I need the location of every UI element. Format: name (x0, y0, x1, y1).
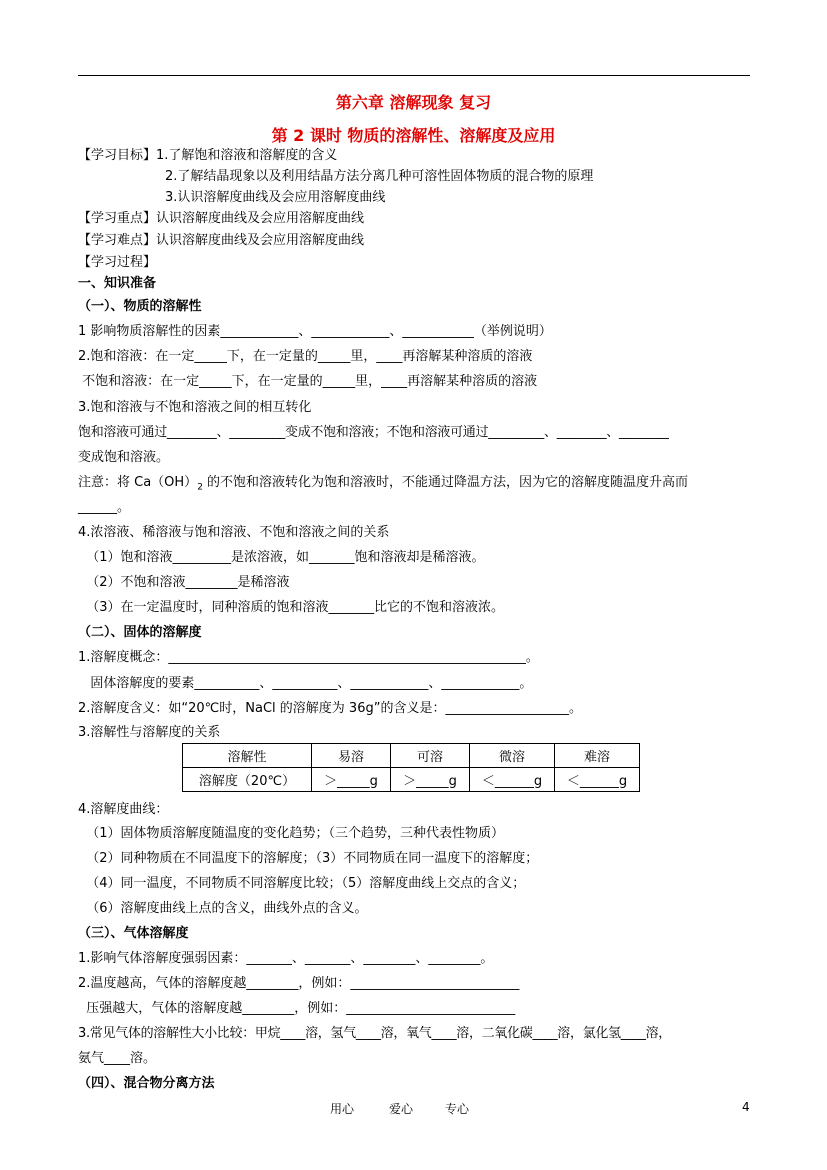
note-text: 的不饱和溶液转化为饱和溶液时，不能通过降温方法，因为它的溶解度随温度升高而 (202, 475, 689, 490)
note-line: ______。 (78, 500, 131, 515)
question-line: 不饱和溶液：在一定_____下，在一定量的_____里，____再溶解某种溶质的溶液 (78, 374, 538, 389)
solubility-table (182, 743, 640, 792)
footer-text: 专心 (445, 1102, 470, 1116)
subsection-heading: （一）、物质的溶解性 (78, 299, 202, 314)
question-line: 2.溶解度含义：如“20℃时，NaCl 的溶解度为 36g”的含义是：___________________。 (78, 701, 582, 716)
question-line: 4.溶解度曲线： (78, 802, 169, 817)
question-line: 氨气____溶。 (78, 1051, 157, 1066)
subsection-heading: （四）、混合物分离方法 (78, 1076, 215, 1091)
section-heading: 一、知识准备 (78, 276, 157, 291)
header-rule (78, 75, 750, 76)
question-line: （6）溶解度曲线上点的含义，曲线外点的含义。 (78, 901, 368, 916)
question-line: （4）同一温度，不同物质不同溶解度比较；（5）溶解度曲线上交点的含义； (78, 876, 526, 891)
table-header-cell: 易溶 (312, 744, 391, 768)
question-line: 压强越大，气体的溶解度越________，例如：__________________________ (78, 1001, 516, 1016)
question-line: （1）固体物质溶解度随温度的变化趋势；（三个趋势，三种代表性物质） (78, 826, 505, 841)
table-cell: 溶解度（20℃） (183, 768, 312, 792)
learning-process: 【学习过程】 (78, 255, 157, 270)
chapter-title: 第六章 溶解现象 复习 (335, 93, 492, 112)
objective-2: 2.了解结晶现象以及利用结晶方法分离几种可溶性固体物质的混合物的原理 (165, 169, 594, 184)
learning-difficulty: 【学习难点】认识溶解度曲线及会应用溶解度曲线 (78, 233, 365, 248)
learning-focus: 【学习重点】认识溶解度曲线及会应用溶解度曲线 (78, 211, 365, 226)
question-line: 固体溶解度的要素__________、__________、____________、____________。 (78, 676, 533, 691)
question-line: （2）不饱和溶液________是稀溶液 (78, 575, 290, 590)
note-line (78, 473, 688, 498)
question-line: 1 影响物质溶解性的因素____________、____________、___________（举例说明） (78, 324, 552, 339)
question-line: 1.影响气体溶解度强弱因素：_______、_______、________、________。 (78, 951, 494, 966)
footer-text: 用心 (330, 1102, 355, 1116)
table-cell: ＞_____g (391, 768, 470, 792)
question-line: 2.温度越高，气体的溶解度越________，例如：__________________________ (78, 976, 520, 991)
question-line: 3.饱和溶液与不饱和溶液之间的相互转化 (78, 400, 312, 415)
table-header-cell: 微溶 (470, 744, 555, 768)
question-line: （2）同种物质在不同温度下的溶解度；（3）不同物质在同一温度下的溶解度； (78, 851, 539, 866)
question-line: 1.溶解度概念：_______________________________________________________。 (78, 650, 539, 665)
subscript: 2 (197, 482, 203, 493)
question-line: 变成饱和溶液。 (78, 450, 170, 465)
question-line: 3.常见气体的溶解性大小比较：甲烷____溶，氢气____溶，氧气____溶，二氧化碳____溶，氯化氢____溶， (78, 1026, 672, 1041)
table-row (183, 768, 640, 792)
question-line: 3.溶解性与溶解度的关系 (78, 725, 221, 740)
table-cell: ＜______g (555, 768, 640, 792)
subsection-heading: （二）、固体的溶解度 (78, 625, 202, 640)
question-line: 4.浓溶液、稀溶液与饱和溶液、不饱和溶液之间的关系 (78, 525, 390, 540)
note-text: 注意：将 Ca（OH） (78, 475, 198, 490)
question-line: 2.饱和溶液：在一定_____下，在一定量的_____里，____再溶解某种溶质的溶液 (78, 349, 533, 364)
page-number: 4 (742, 1100, 750, 1114)
table-cell: ＞_____g (312, 768, 391, 792)
question-line: （1）饱和溶液_________是浓溶液，如_______饱和溶液却是稀溶液。 (78, 550, 485, 565)
table-header-cell: 难溶 (555, 744, 640, 768)
question-line: （3）在一定温度时，同种溶质的饱和溶液_______比它的不饱和溶液浓。 (78, 600, 505, 615)
table-row (183, 744, 640, 768)
question-line: 饱和溶液可通过________、_________变成不饱和溶液；不饱和溶液可通过_________、________、________ (78, 425, 669, 440)
subsection-heading: （三）、气体溶解度 (78, 926, 189, 941)
table-header-cell: 可溶 (391, 744, 470, 768)
table-header-cell: 溶解性 (183, 744, 312, 768)
footer-text: 爱心 (389, 1102, 414, 1116)
objective-1: 【学习目标】1.了解饱和溶液和溶解度的含义 (78, 148, 338, 163)
objective-3: 3.认识溶解度曲线及会应用溶解度曲线 (165, 190, 386, 205)
table-cell: ＜______g (470, 768, 555, 792)
lesson-subtitle: 第 2 课时 物质的溶解性、溶解度及应用 (271, 126, 556, 145)
